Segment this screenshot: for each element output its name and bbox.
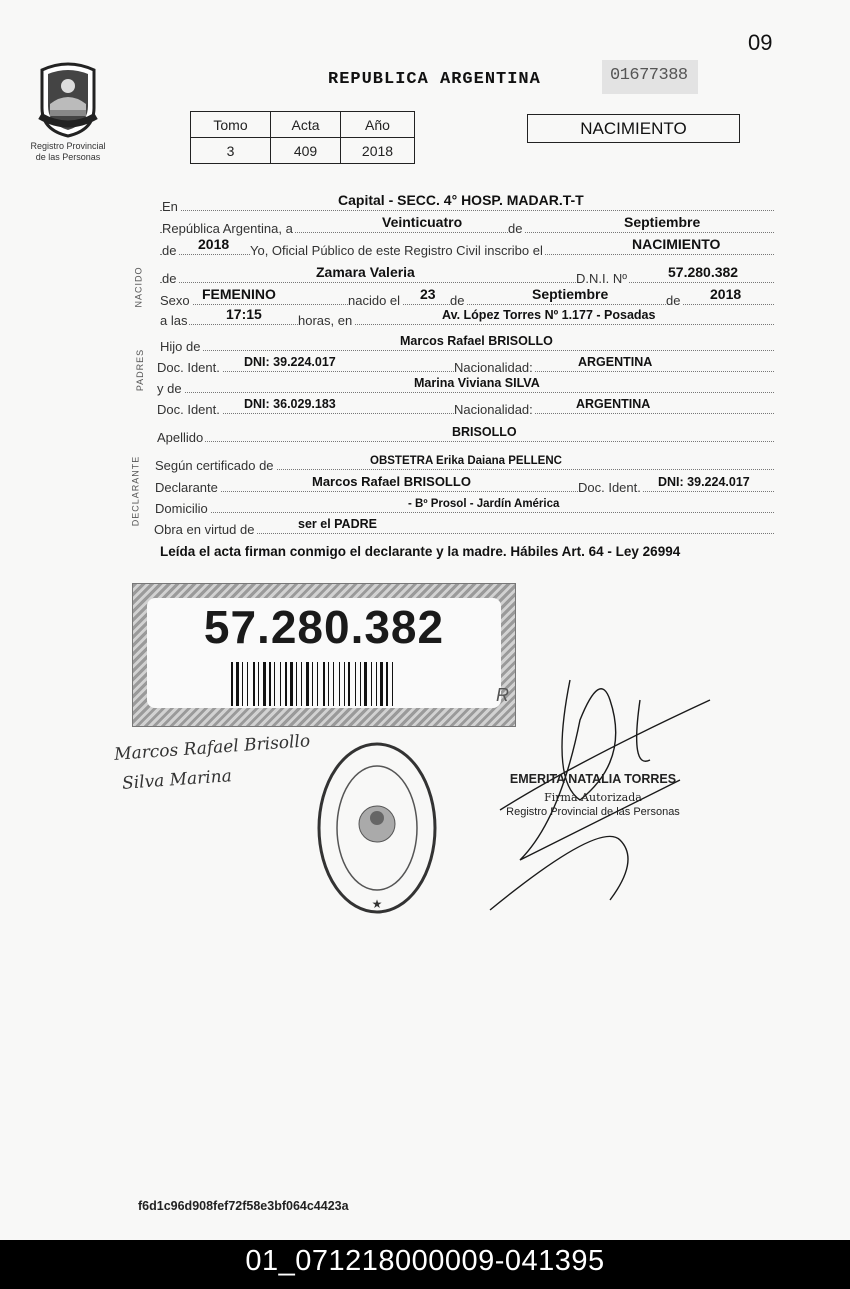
- barcode-bar: [258, 662, 259, 706]
- stamp-mark: R: [496, 685, 509, 705]
- label-oficial: Yo, Oficial Público de este Registro Civil inscribo el: [250, 243, 543, 258]
- label-de4: de: [666, 293, 681, 308]
- label-sexo: Sexo: [160, 293, 190, 308]
- value-segun: OBSTETRA Erika Daiana PELLENC: [370, 455, 562, 467]
- row-apellido: [157, 420, 774, 445]
- mother-signature: Silva Marina: [121, 766, 233, 794]
- svg-text:★: ★: [371, 897, 383, 911]
- barcode-bar: [269, 662, 271, 706]
- table-cell-anio: 2018: [341, 138, 415, 164]
- row-lugar: [160, 303, 774, 328]
- row-father-doc: [157, 350, 774, 375]
- barcode-bar: [360, 662, 361, 706]
- act-type-box: NACIMIENTO: [527, 114, 740, 143]
- barcode-bar: [376, 662, 377, 706]
- barcode-bar: [386, 662, 388, 706]
- value-father-nat: ARGENTINA: [578, 355, 653, 369]
- value-en: Capital - SECC. 4° HOSP. MADAR.T-T: [338, 192, 584, 208]
- label-obra: Obra en virtud de: [154, 522, 255, 537]
- table-header-acta: Acta: [271, 112, 341, 138]
- label-horas: horas, en: [298, 313, 353, 328]
- value-father-doc: DNI: 39.224.017: [244, 355, 336, 369]
- row-obra: [154, 512, 774, 537]
- barcode-bar: [364, 662, 367, 706]
- logo-caption-line2: de las Personas: [35, 152, 101, 162]
- barcode-bar: [280, 662, 281, 706]
- barcode-bar: [392, 662, 393, 706]
- page-title: REPUBLICA ARGENTINA: [328, 70, 541, 89]
- row-hijo: [160, 329, 774, 354]
- table-header-tomo: Tomo: [191, 112, 271, 138]
- value-declarante-doc: DNI: 39.224.017: [658, 475, 750, 489]
- barcode-bar: [285, 662, 287, 706]
- value-father-name: Marcos Rafael BRISOLLO: [400, 334, 553, 348]
- registry-logo: [28, 60, 108, 163]
- label-nac-father: Nacionalidad:: [454, 360, 533, 375]
- label-dni: D.N.I. Nº: [576, 271, 627, 286]
- value-declarante: Marcos Rafael BRISOLLO: [312, 474, 471, 489]
- barcode-bar: [312, 662, 313, 706]
- row-domicilio: [155, 491, 774, 516]
- table-cell-acta: 409: [271, 138, 341, 164]
- barcode-bar: [380, 662, 383, 706]
- side-label-declarante: DECLARANTE: [130, 455, 141, 527]
- serial-number: 01677388: [602, 60, 698, 94]
- label-apellido: Apellido: [157, 430, 204, 445]
- label-republica: República Argentina, a: [162, 221, 293, 236]
- label-en: En: [162, 199, 178, 214]
- barcode-bar: [247, 662, 248, 706]
- value-month: Septiembre: [624, 214, 701, 230]
- table-cell-tomo: 3: [191, 138, 271, 164]
- logo-caption-line1: Registro Provincial: [30, 141, 106, 151]
- value-obra: ser el PADRE: [298, 517, 377, 531]
- value-domicilio: - Bº Prosol - Jardín América: [408, 498, 560, 510]
- side-label-nacido: NACIDO: [133, 266, 144, 308]
- value-inscribo: NACIMIENTO: [632, 236, 721, 252]
- row-oficial: [160, 233, 774, 258]
- label-name-de: de: [162, 271, 177, 286]
- barcode-bar: [317, 662, 318, 706]
- barcode-bar: [301, 662, 302, 706]
- barcode-bar: [236, 662, 239, 706]
- value-birth-month: Septiembre: [532, 286, 609, 302]
- label-de3: de: [450, 293, 465, 308]
- barcode-bar: [253, 662, 255, 706]
- value-birth-day: 23: [420, 286, 436, 302]
- label-alas: a las: [160, 313, 188, 328]
- value-name: Zamara Valeria: [316, 264, 415, 280]
- barcode-bar: [231, 662, 233, 706]
- label-declarante: Declarante: [155, 480, 218, 495]
- value-birth-year: 2018: [710, 286, 742, 302]
- value-time: 17:15: [226, 306, 262, 322]
- barcode-bar: [333, 662, 334, 706]
- official-signature-scribble: [480, 660, 720, 920]
- dni-stamp-number: 57.280.382: [203, 601, 445, 653]
- barcode-bar: [263, 662, 266, 706]
- row-fecha: [160, 211, 774, 236]
- label-de: de: [508, 221, 523, 236]
- barcode: [231, 662, 421, 706]
- document-hash: f6d1c96d908fef72f58e3bf064c4423a: [138, 1199, 349, 1213]
- label-yde: y de: [157, 381, 182, 396]
- value-mother-name: Marina Viviana SILVA: [414, 376, 540, 390]
- barcode-bar: [328, 662, 329, 706]
- row-mother-doc: [157, 392, 774, 417]
- footer-code: 01_071218000009-041395: [0, 1240, 850, 1289]
- province-seal-icon: [36, 60, 100, 138]
- official-name: EMERITA NATALIA TORRES: [509, 772, 677, 786]
- barcode-bar: [306, 662, 309, 706]
- label-nac-mother: Nacionalidad:: [454, 402, 533, 417]
- barcode-bar: [242, 662, 243, 706]
- value-place: Av. López Torres Nº 1.177 - Posadas: [442, 308, 656, 322]
- row-declarante: [155, 470, 774, 495]
- official-seal: [314, 740, 440, 920]
- label-nacido: nacido el: [348, 293, 401, 308]
- official-office: Registro Provincial de las Personas: [506, 806, 680, 818]
- label-doc-declarante: Doc. Ident.: [578, 480, 641, 495]
- label-segun: Según certificado de: [155, 458, 274, 473]
- father-signature: Marcos Rafael Brisollo: [113, 731, 311, 765]
- barcode-bar: [290, 662, 293, 706]
- label-de2: de: [162, 243, 177, 258]
- side-label-padres: PADRES: [135, 348, 146, 392]
- barcode-bar: [274, 662, 275, 706]
- value-mother-nat: ARGENTINA: [576, 397, 651, 411]
- dni-stamp-panel: [147, 598, 501, 708]
- row-segun: [155, 448, 774, 473]
- value-sexo: FEMENINO: [202, 286, 276, 302]
- page-number: 09: [748, 30, 773, 55]
- legal-note: Leída el acta firman conmigo el declarante y la madre. Hábiles Art. 64 - Ley 26994: [160, 544, 681, 559]
- barcode-bar: [296, 662, 297, 706]
- barcode-bar: [371, 662, 372, 706]
- value-apellido: BRISOLLO: [452, 425, 517, 439]
- table-header-anio: Año: [341, 112, 415, 138]
- label-domicilio: Domicilio: [155, 501, 208, 516]
- value-dni: 57.280.382: [668, 264, 739, 280]
- label-doc-mother: Doc. Ident.: [157, 402, 220, 417]
- barcode-bar: [339, 662, 340, 706]
- barcode-bar: [323, 662, 325, 706]
- value-mother-doc: DNI: 36.029.183: [244, 397, 336, 411]
- barcode-bar: [355, 662, 356, 706]
- value-year: 2018: [198, 236, 230, 252]
- barcode-bar: [348, 662, 350, 706]
- row-mother: [157, 371, 774, 396]
- dni-stamp: [132, 583, 516, 727]
- tomo-acta-table: [190, 111, 415, 164]
- row-sexo: [160, 283, 774, 308]
- row-nombre: [160, 261, 774, 286]
- label-doc-father: Doc. Ident.: [157, 360, 220, 375]
- label-hijo: Hijo de: [160, 339, 201, 354]
- barcode-bar: [344, 662, 345, 706]
- official-role: Firma Autorizada: [544, 791, 642, 804]
- value-day: Veinticuatro: [382, 214, 463, 230]
- row-en: [160, 189, 774, 214]
